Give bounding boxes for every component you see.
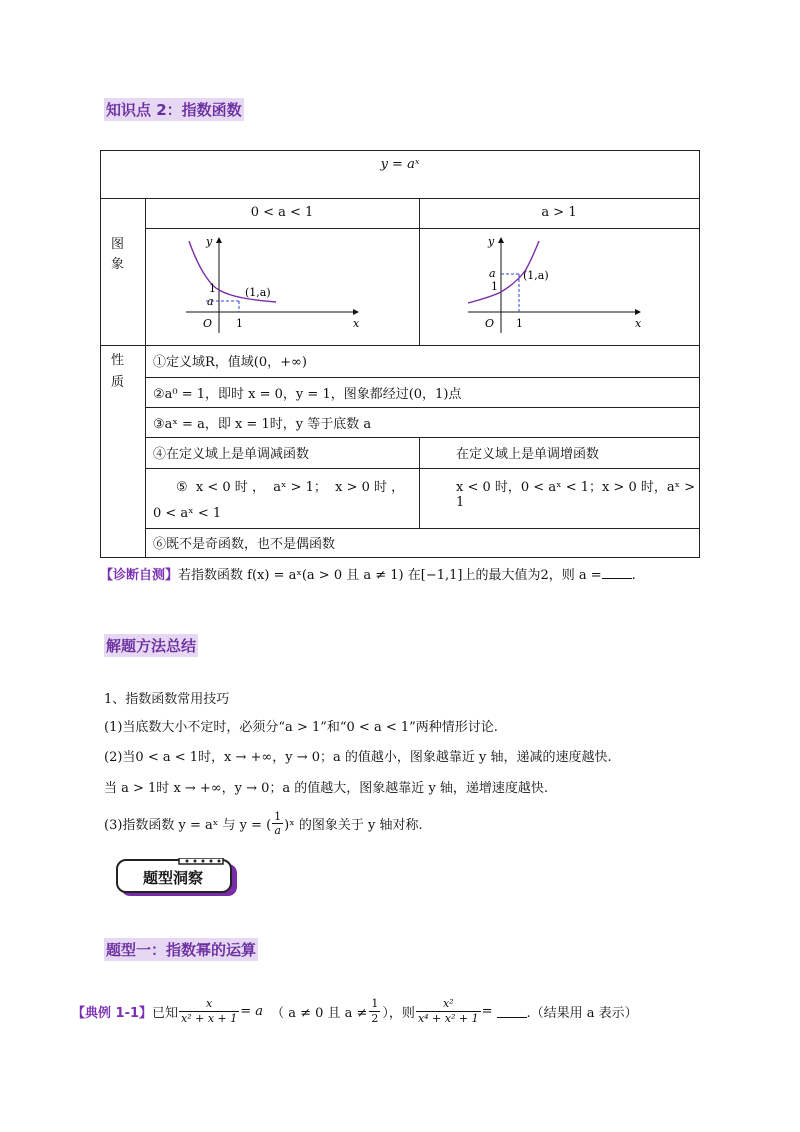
property-4-decreasing: ④在定义域上是单调减函数 (153, 447, 310, 462)
tick-label-one-y: 1 (209, 282, 216, 295)
row-label-graph-2: 象 (111, 257, 125, 272)
tick-label-one-x: 1 (516, 317, 523, 330)
condition-post: ），则 (382, 1006, 415, 1021)
example-tag: 【典例 1-1】 (72, 1006, 153, 1021)
method-line-4-post: )ˣ 的图象关于 y 轴对称. (284, 818, 423, 833)
property-1: ①定义域R，值域(0，+∞) (153, 355, 307, 370)
question-type-badge (115, 858, 239, 898)
tick-label-a: a (207, 295, 214, 308)
fraction-x-over-poly: $\frac{x}{\text{x² + x + 1}}$ (181, 997, 238, 1025)
origin-label: O (485, 317, 495, 330)
tick-label-one-y: 1 (491, 280, 498, 293)
fraction-one-half: 1 2 (371, 997, 379, 1025)
method-line-4 (104, 810, 423, 837)
method-line-4-pre: (3)指数函数 y = aˣ 与 y = ( (104, 818, 272, 833)
equals-a: = a (240, 1004, 264, 1019)
property-5-decreasing-line1: ⑤ x < 0 时 ， aˣ > 1； x > 0 时 ， (176, 480, 405, 495)
diagnosis-text: 若指数函数 f(x) = aˣ(a > 0 且 a ≠ 1) 在[−1,1]上的最大值为2，则 a = (178, 568, 602, 583)
property-3: ③aˣ = a，即 x = 1时，y 等于底数 a (153, 417, 372, 432)
section-heading-knowledge: 知识点 2：指数函数 (104, 98, 244, 121)
property-5-increasing: x < 0 时，0 < aˣ < 1；x > 0 时，aˣ > 1 (456, 480, 696, 510)
section-heading-type-one: 题型一：指数幂的运算 (104, 938, 258, 961)
example-question (72, 997, 638, 1026)
tick-label-a: a (489, 267, 496, 280)
axis-label-x: x (635, 317, 642, 330)
example-pre: 已知 (152, 1006, 179, 1021)
table-header-formula: y = aˣ (380, 157, 420, 172)
equals-sign: = (481, 1004, 493, 1019)
graph-decreasing (181, 235, 361, 335)
property-5-decreasing-line2: 0 < aˣ < 1 (153, 506, 222, 521)
method-line-2: (2)当0 < a < 1时，x → +∞，y → 0；a 的值越小，图象越靠近 y 轴，递减的速度越快. (104, 750, 612, 765)
property-2: ②a⁰ = 1，即时 x = 0，y = 1，图象都经过(0，1)点 (153, 387, 462, 402)
badge-label: 题型洞察 (142, 869, 204, 887)
row-label-props-2: 质 (111, 375, 125, 390)
axis-label-y: y (206, 235, 213, 248)
axis-label-x: x (353, 317, 360, 330)
property-6: ⑥既不是奇函数，也不是偶函数 (153, 537, 336, 552)
example-answer-blank[interactable] (497, 1005, 527, 1018)
point-label: (1,a) (523, 269, 549, 282)
column-header-large-base: a > 1 (541, 205, 577, 220)
method-line-1: (1)当底数大小不定时，必须分“a > 1”和“0 < a < 1”两种情形讨论. (104, 720, 498, 735)
diagnosis-question (100, 564, 636, 583)
property-4-increasing: 在定义域上是单调增函数 (456, 447, 600, 462)
condition-pre: （ a ≠ 0 且 a ≠ (271, 1006, 368, 1021)
tick-label-one-x: 1 (236, 317, 243, 330)
row-label-graph-1: 图 (111, 237, 125, 252)
column-header-small-base: 0 < a < 1 (250, 205, 314, 220)
method-line-3: 当 a > 1时 x → +∞，y → 0；a 的值越大，图象越靠近 y 轴，递增速度越快. (104, 781, 549, 796)
fraction-one-over-a: 1 a (274, 810, 282, 837)
graph-increasing (463, 235, 643, 335)
row-label-props-1: 性 (111, 353, 125, 368)
axis-label-y: y (488, 235, 495, 248)
fraction-x2-over-poly: $\frac{\text{x²}}{\text{x⁴ + x² + 1}}$ (417, 997, 479, 1025)
example-tail: .（结果用 a 表示） (526, 1006, 638, 1021)
exponential-function-table (100, 150, 700, 558)
method-title: 1、指数函数常用技巧 (104, 692, 230, 707)
answer-blank[interactable] (602, 566, 632, 579)
diagnosis-period: . (631, 568, 636, 583)
section-heading-methods: 解题方法总结 (104, 634, 198, 657)
point-label: (1,a) (245, 286, 271, 299)
origin-label: O (203, 317, 213, 330)
diagnosis-tag: 【诊断自测】 (100, 568, 179, 583)
